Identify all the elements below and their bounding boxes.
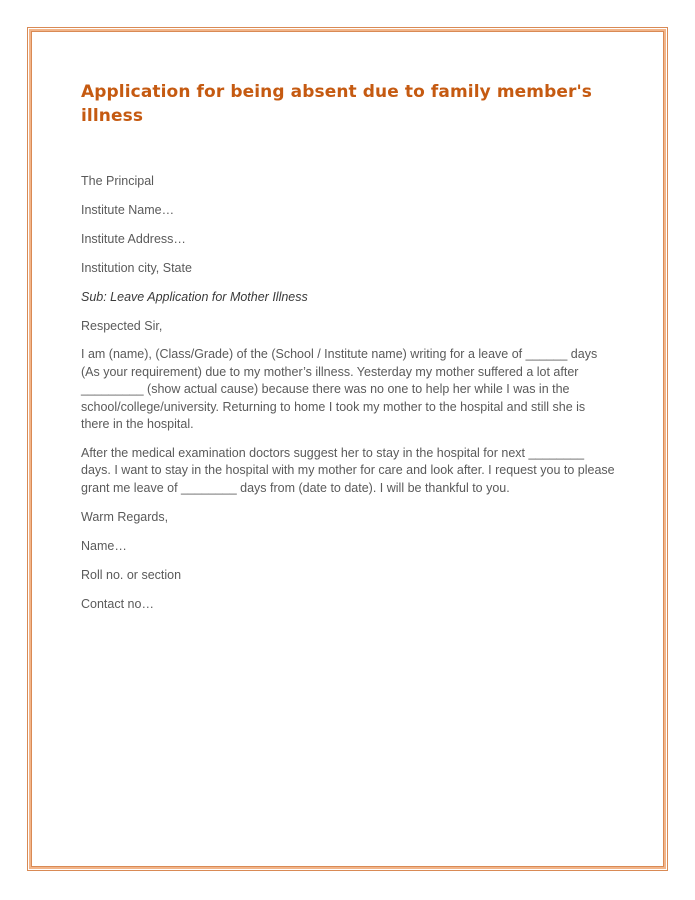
signature-roll: Roll no. or section: [81, 568, 182, 582]
signature-contact: Contact no…: [81, 597, 154, 611]
salutation: Respected Sir,: [81, 319, 163, 333]
recipient-institute-name: Institute Name…: [81, 203, 175, 217]
closing: Warm Regards,: [81, 510, 169, 524]
recipient-institute-address: Institute Address…: [81, 232, 186, 246]
letter-body: [81, 80, 616, 624]
subject-line: Sub: Leave Application for Mother Illness: [81, 290, 308, 304]
body-paragraph-1: I am (name), (Class/Grade) of the (School / Institute name) writing for a leave of ______ days (As your requirement) due to my mother’s illness. Yesterday my mother suffered a lot after _________ (show actual cause) because there was no one to help her while I was in the school/college/university. Returning to home I took my mother to the hospital and still she is there in the hospital.: [81, 347, 598, 431]
recipient-city-state: Institution city, State: [81, 261, 192, 275]
body-paragraph-2: After the medical examination doctors suggest her to stay in the hospital for next ________ days. I want to stay in the hospital with my mother for care and look after. I request you to please grant me leave of ________ days from (date to date). I will be thankful to you.: [81, 445, 615, 495]
recipient-line: The Principal: [81, 174, 154, 188]
signature-name: Name…: [81, 539, 127, 553]
document-title: Application for being absent due to family member's illness: [81, 82, 593, 126]
